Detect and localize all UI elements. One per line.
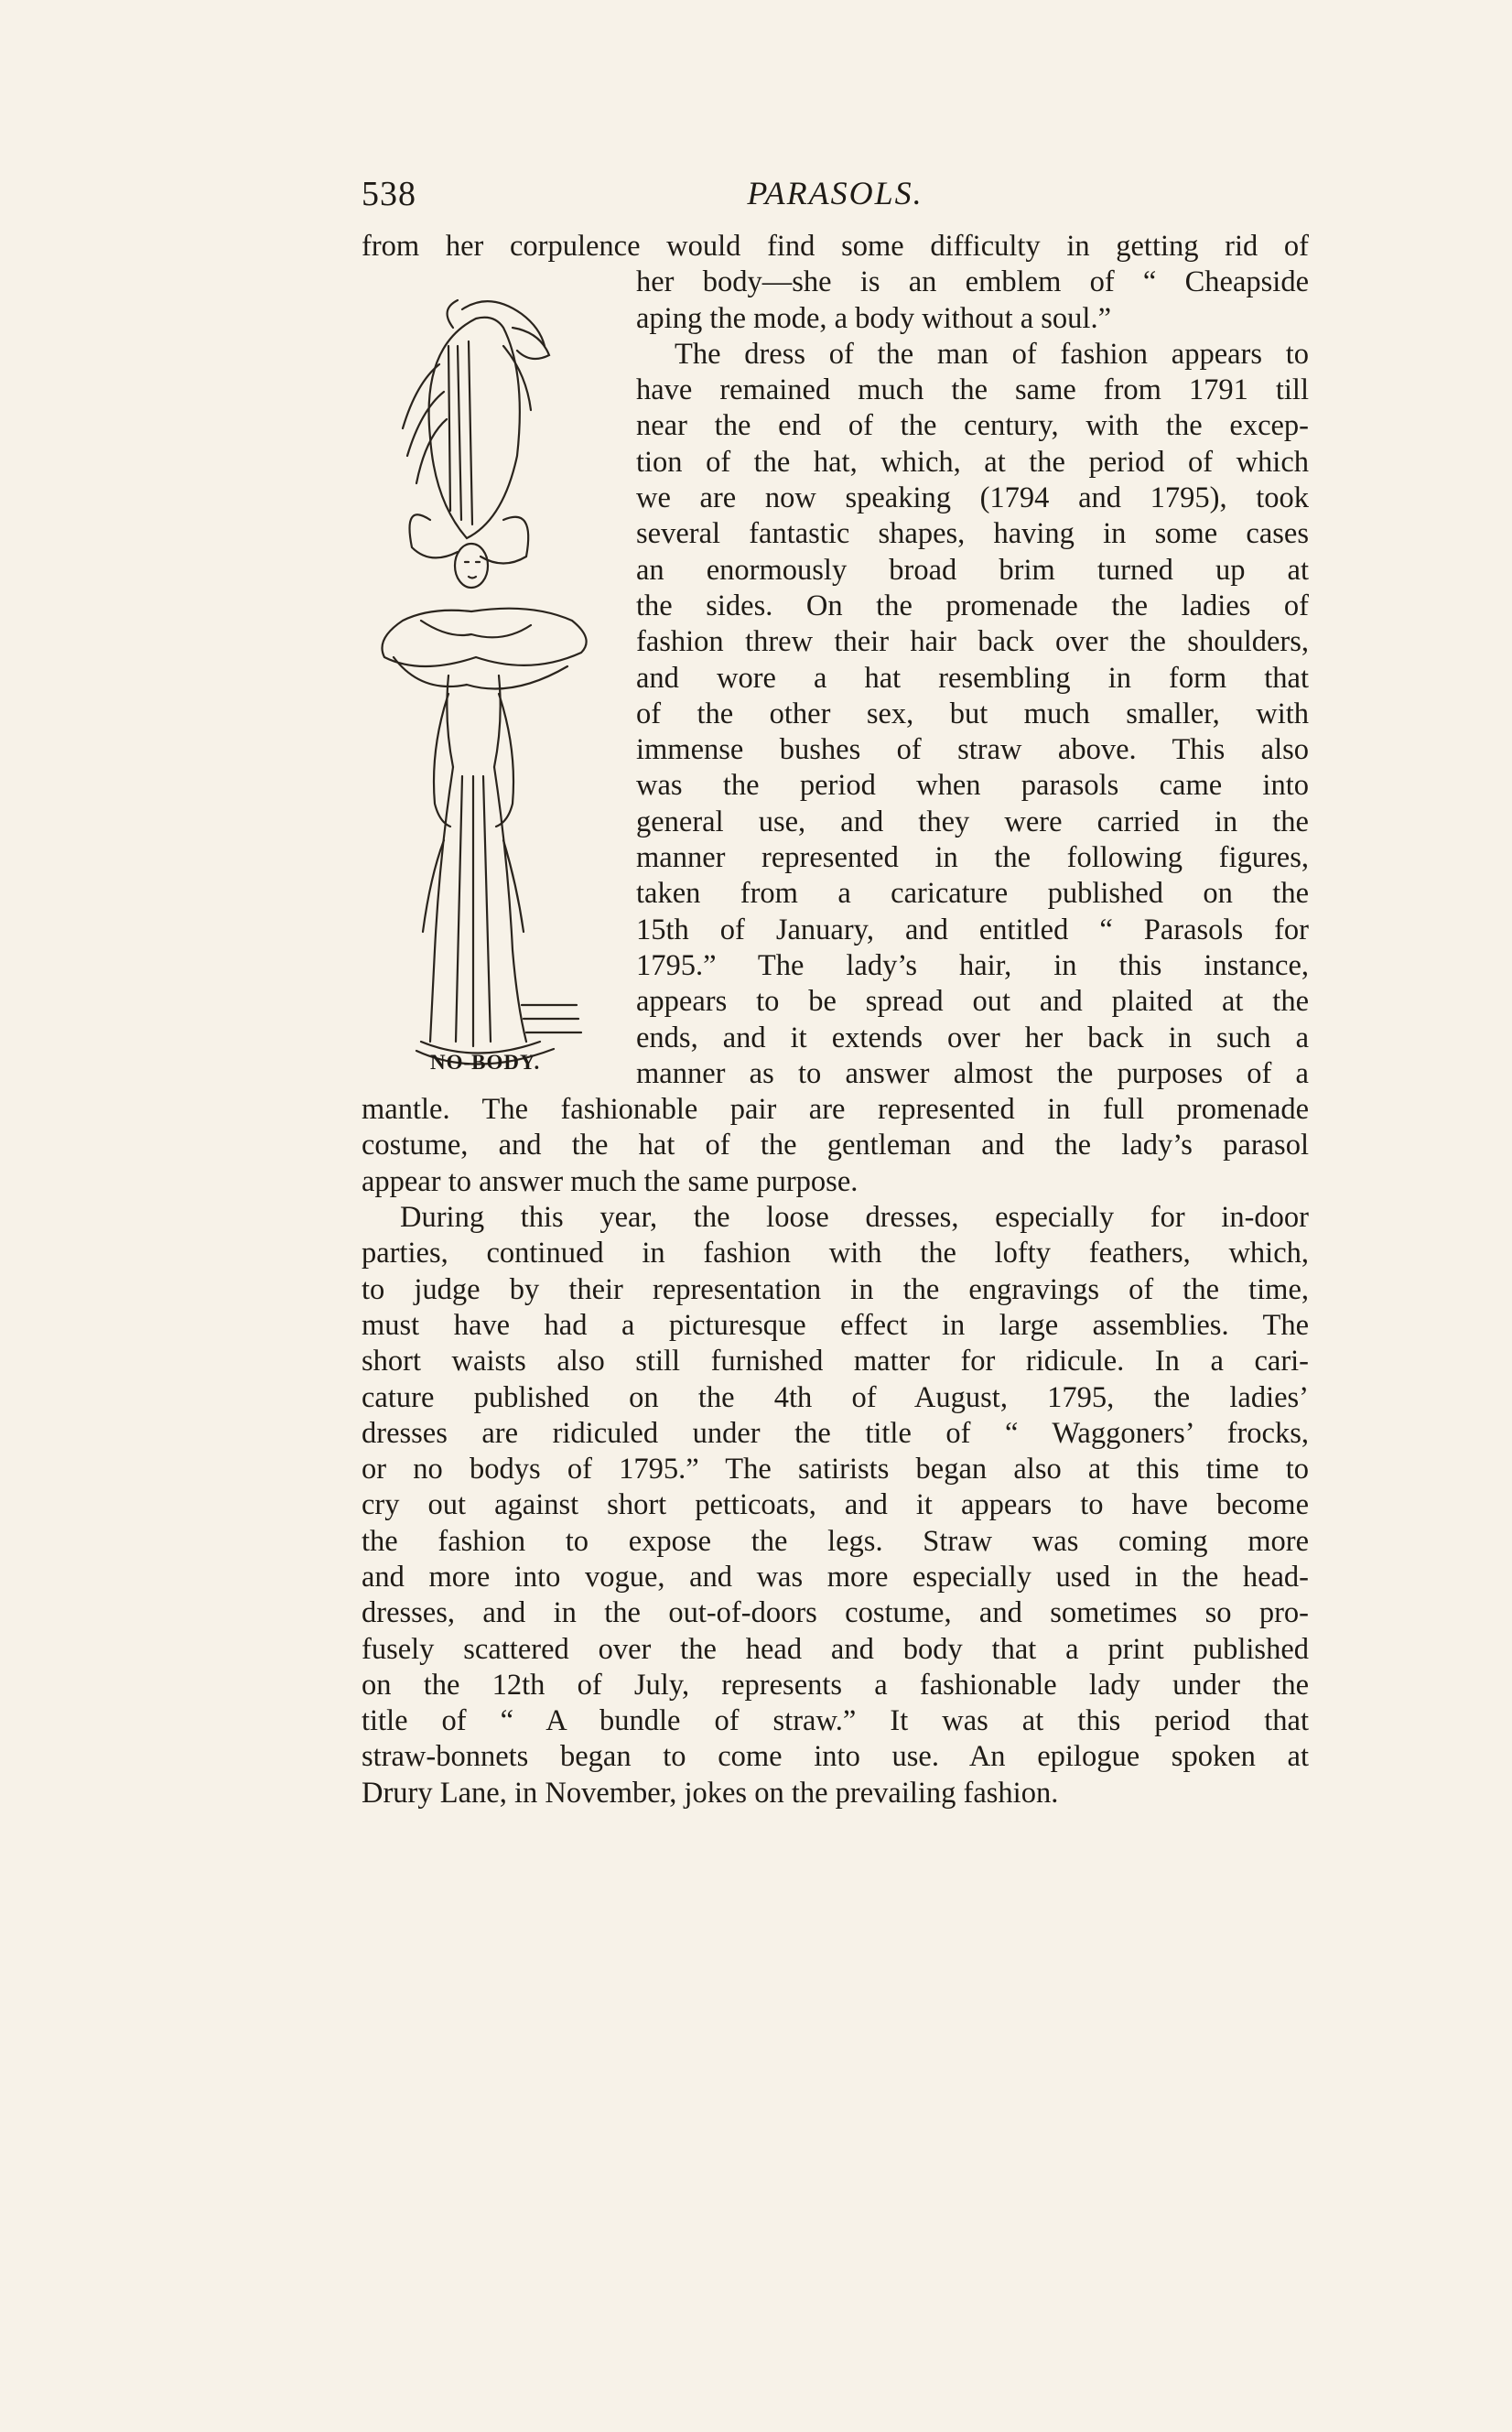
- page-header: [362, 174, 1309, 220]
- text-line: her body—she is an emblem of “ Cheapside: [636, 265, 1309, 299]
- text-line: fashion threw their hair back over the shoulders,: [636, 625, 1309, 659]
- text-line: from her corpulence would find some difficulty in getting rid of: [362, 230, 1309, 263]
- text-line: short waists also still furnished matter for ridicule. In a cari-: [362, 1345, 1309, 1378]
- text-line: cry out against short petticoats, and it appears to have become: [362, 1488, 1309, 1522]
- text-line: costume, and the hat of the gentleman and the lady’s parasol: [362, 1129, 1309, 1162]
- text-line: Drury Lane, in November, jokes on the prevailing fashion.: [362, 1776, 1059, 1810]
- text-line: several fantastic shapes, having in some cases: [636, 517, 1309, 551]
- text-line: 1795.” The lady’s hair, in this instance,: [636, 948, 1309, 982]
- page-number: 538: [362, 175, 416, 213]
- text-line: immense bushes of straw above. This also: [636, 733, 1309, 767]
- text-line: During this year, the loose dresses, especially for in-door: [400, 1201, 1309, 1235]
- text-line: mantle. The fashionable pair are represented in full promenade: [362, 1093, 1309, 1127]
- text-line: cature published on the 4th of August, 1795, the ladies’: [362, 1380, 1309, 1414]
- body-text: [362, 229, 1309, 1811]
- running-head: PARASOLS.: [747, 175, 923, 211]
- text-line: on the 12th of July, represents a fashionable lady under the: [362, 1668, 1309, 1702]
- text-line: was the period when parasols came into: [636, 769, 1309, 803]
- text-line: have remained much the same from 1791 till: [636, 373, 1309, 407]
- figure-caption: NO-BODY.: [430, 1051, 541, 1074]
- text-line: of the other sex, but much smaller, with: [636, 697, 1309, 730]
- text-line: general use, and they were carried in the: [636, 805, 1309, 838]
- text-line: the fashion to expose the legs. Straw was coming more: [362, 1524, 1309, 1558]
- text-line: taken from a caricature published on the: [636, 877, 1309, 911]
- text-line: dresses, and in the out-of-doors costume, and sometimes so pro-: [362, 1596, 1309, 1630]
- text-line: straw-bonnets began to come into use. An epilogue spoken at: [362, 1740, 1309, 1774]
- text-line: fusely scattered over the head and body that a print published: [362, 1632, 1309, 1666]
- text-line: appear to answer much the same purpose.: [362, 1164, 859, 1198]
- text-line: manner as to answer almost the purposes of a: [636, 1056, 1309, 1090]
- text-line: tion of the hat, which, at the period of which: [636, 445, 1309, 479]
- text-line: dresses are ridiculed under the title of “ Waggoners’ frocks,: [362, 1416, 1309, 1450]
- text-line: and more into vogue, and was more especially used in the head-: [362, 1560, 1309, 1594]
- text-line: the sides. On the promenade the ladies of: [636, 589, 1309, 622]
- text-line: ends, and it extends over her back in such a: [636, 1021, 1309, 1054]
- text-line: must have had a picturesque effect in large assemblies. The: [362, 1308, 1309, 1342]
- text-line: to judge by their representation in the engravings of the time,: [362, 1272, 1309, 1306]
- text-line: parties, continued in fashion with the lofty feathers, which,: [362, 1237, 1309, 1270]
- text-line: near the end of the century, with the excep-: [636, 409, 1309, 443]
- text-line: title of “ A bundle of straw.” It was at this period that: [362, 1704, 1309, 1738]
- text-line: we are now speaking (1794 and 1795), took: [636, 481, 1309, 515]
- text-line: and wore a hat resembling in form that: [636, 661, 1309, 695]
- text-line: an enormously broad brim turned up at: [636, 553, 1309, 587]
- text-line: manner represented in the following figures,: [636, 841, 1309, 875]
- text-line: 15th of January, and entitled “ Parasols for: [636, 913, 1309, 946]
- text-line: appears to be spread out and plaited at the: [636, 985, 1309, 1019]
- text-line: aping the mode, a body without a soul.”: [636, 301, 1112, 335]
- text-line: or no bodys of 1795.” The satirists began also at this time to: [362, 1453, 1309, 1486]
- text-line: The dress of the man of fashion appears to: [675, 337, 1309, 371]
